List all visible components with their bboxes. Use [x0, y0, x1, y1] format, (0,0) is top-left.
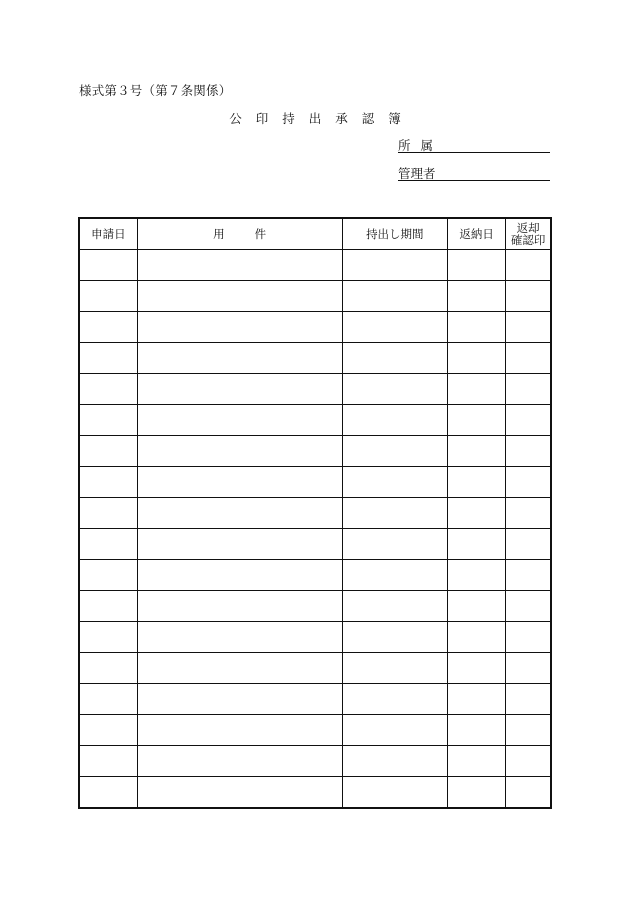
cell-return-date[interactable] — [448, 312, 506, 343]
administrator-field[interactable] — [398, 164, 550, 181]
cell-return-confirmation-seal[interactable] — [506, 281, 551, 312]
cell-return-date[interactable] — [448, 560, 506, 591]
table-row — [79, 591, 551, 622]
table-row — [79, 746, 551, 777]
cell-purpose[interactable] — [137, 684, 342, 715]
cell-return-confirmation-seal[interactable] — [506, 622, 551, 653]
table-row — [79, 715, 551, 746]
cell-return-confirmation-seal[interactable] — [506, 405, 551, 436]
table-row — [79, 312, 551, 343]
cell-application-date[interactable] — [79, 436, 137, 467]
cell-purpose[interactable] — [137, 467, 342, 498]
cell-return-date[interactable] — [448, 405, 506, 436]
header-return-confirm-line1: 返却 — [516, 221, 540, 235]
administrator-label: 管理者 — [398, 166, 436, 181]
cell-application-date[interactable] — [79, 312, 137, 343]
department-label: 所属 — [398, 138, 444, 153]
table-row — [79, 684, 551, 715]
table-row — [79, 622, 551, 653]
cell-checkout-period[interactable] — [342, 777, 447, 809]
cell-return-date[interactable] — [448, 591, 506, 622]
form-number: 様式第３号（第７条関係） — [79, 83, 232, 98]
cell-application-date[interactable] — [79, 684, 137, 715]
cell-purpose[interactable] — [137, 746, 342, 777]
table-row — [79, 374, 551, 405]
cell-purpose[interactable] — [137, 250, 342, 281]
header-return-confirm-line2: 確認印 — [510, 233, 546, 247]
table-row — [79, 529, 551, 560]
cell-application-date[interactable] — [79, 250, 137, 281]
cell-application-date[interactable] — [79, 374, 137, 405]
table-row — [79, 560, 551, 591]
cell-purpose[interactable] — [137, 622, 342, 653]
cell-return-confirmation-seal[interactable] — [506, 777, 551, 809]
cell-return-date[interactable] — [448, 250, 506, 281]
cell-purpose[interactable] — [137, 405, 342, 436]
cell-application-date[interactable] — [79, 467, 137, 498]
cell-return-confirmation-seal[interactable] — [506, 746, 551, 777]
cell-return-date[interactable] — [448, 746, 506, 777]
cell-application-date[interactable] — [79, 653, 137, 684]
cell-application-date[interactable] — [79, 591, 137, 622]
cell-application-date[interactable] — [79, 498, 137, 529]
department-field[interactable] — [398, 136, 550, 153]
cell-return-date[interactable] — [448, 653, 506, 684]
cell-purpose[interactable] — [137, 498, 342, 529]
cell-purpose[interactable] — [137, 374, 342, 405]
cell-purpose[interactable] — [137, 281, 342, 312]
document-title: 公印持出承認簿 — [229, 111, 415, 126]
cell-checkout-period[interactable] — [342, 281, 447, 312]
table-row — [79, 436, 551, 467]
cell-purpose[interactable] — [137, 715, 342, 746]
cell-return-confirmation-seal[interactable] — [506, 312, 551, 343]
cell-checkout-period[interactable] — [342, 622, 447, 653]
cell-return-confirmation-seal[interactable] — [506, 591, 551, 622]
table-row — [79, 777, 551, 809]
ledger-header-row — [79, 218, 551, 250]
cell-checkout-period[interactable] — [342, 343, 447, 374]
cell-checkout-period[interactable] — [342, 715, 447, 746]
cell-application-date[interactable] — [79, 405, 137, 436]
cell-return-date[interactable] — [448, 498, 506, 529]
cell-return-confirmation-seal[interactable] — [506, 653, 551, 684]
cell-checkout-period[interactable] — [342, 250, 447, 281]
table-row — [79, 498, 551, 529]
cell-purpose[interactable] — [137, 343, 342, 374]
cell-checkout-period[interactable] — [342, 746, 447, 777]
cell-checkout-period[interactable] — [342, 498, 447, 529]
cell-return-confirmation-seal[interactable] — [506, 374, 551, 405]
cell-checkout-period[interactable] — [342, 467, 447, 498]
cell-return-date[interactable] — [448, 343, 506, 374]
cell-application-date[interactable] — [79, 529, 137, 560]
cell-checkout-period[interactable] — [342, 560, 447, 591]
cell-purpose[interactable] — [137, 591, 342, 622]
header-application-date: 申請日 — [79, 218, 137, 250]
cell-return-confirmation-seal[interactable] — [506, 529, 551, 560]
cell-application-date[interactable] — [79, 746, 137, 777]
cell-return-date[interactable] — [448, 467, 506, 498]
cell-application-date[interactable] — [79, 560, 137, 591]
cell-purpose[interactable] — [137, 529, 342, 560]
cell-return-date[interactable] — [448, 684, 506, 715]
cell-purpose[interactable] — [137, 436, 342, 467]
cell-application-date[interactable] — [79, 715, 137, 746]
cell-checkout-period[interactable] — [342, 374, 447, 405]
cell-return-confirmation-seal[interactable] — [506, 250, 551, 281]
table-row — [79, 281, 551, 312]
cell-purpose[interactable] — [137, 312, 342, 343]
table-row — [79, 405, 551, 436]
cell-return-date[interactable] — [448, 436, 506, 467]
cell-checkout-period[interactable] — [342, 405, 447, 436]
cell-return-date[interactable] — [448, 529, 506, 560]
cell-application-date[interactable] — [79, 622, 137, 653]
cell-return-date[interactable] — [448, 715, 506, 746]
cell-checkout-period[interactable] — [342, 529, 447, 560]
header-checkout-period: 持出し期間 — [342, 218, 447, 250]
cell-checkout-period[interactable] — [342, 684, 447, 715]
ledger-body — [79, 250, 551, 809]
cell-application-date[interactable] — [79, 777, 137, 809]
header-purpose: 用件 — [137, 218, 342, 250]
cell-checkout-period[interactable] — [342, 312, 447, 343]
cell-return-date[interactable] — [448, 281, 506, 312]
cell-purpose[interactable] — [137, 653, 342, 684]
cell-return-confirmation-seal[interactable] — [506, 715, 551, 746]
cell-checkout-period[interactable] — [342, 591, 447, 622]
cell-application-date[interactable] — [79, 343, 137, 374]
cell-checkout-period[interactable] — [342, 653, 447, 684]
cell-return-confirmation-seal[interactable] — [506, 343, 551, 374]
cell-purpose[interactable] — [137, 560, 342, 591]
table-row — [79, 653, 551, 684]
cell-return-date[interactable] — [448, 777, 506, 809]
header-return-confirmation-seal — [506, 218, 551, 250]
cell-return-confirmation-seal[interactable] — [506, 436, 551, 467]
table-row — [79, 343, 551, 374]
seal-checkout-ledger — [78, 217, 552, 809]
cell-return-date[interactable] — [448, 374, 506, 405]
cell-checkout-period[interactable] — [342, 436, 447, 467]
table-row — [79, 467, 551, 498]
cell-purpose[interactable] — [137, 777, 342, 809]
header-return-date: 返納日 — [448, 218, 506, 250]
cell-return-confirmation-seal[interactable] — [506, 498, 551, 529]
cell-return-confirmation-seal[interactable] — [506, 560, 551, 591]
cell-return-confirmation-seal[interactable] — [506, 684, 551, 715]
table-row — [79, 250, 551, 281]
cell-application-date[interactable] — [79, 281, 137, 312]
cell-return-confirmation-seal[interactable] — [506, 467, 551, 498]
cell-return-date[interactable] — [448, 622, 506, 653]
